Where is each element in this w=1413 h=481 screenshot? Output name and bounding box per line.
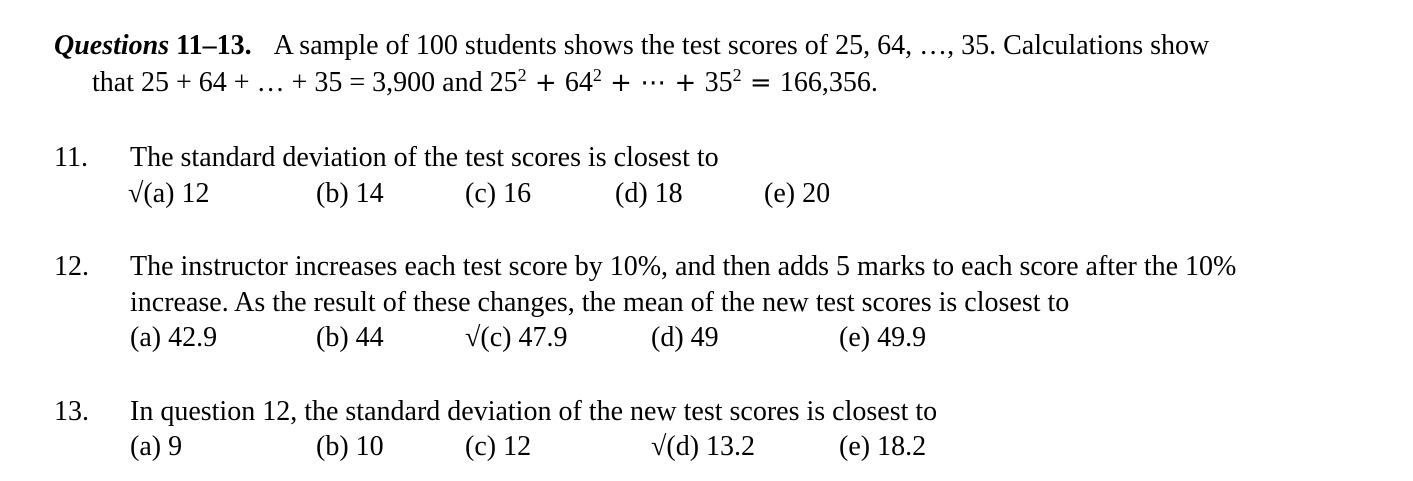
question-text-line-1: The instructor increases each test score by 10%, and then adds 5 marks to each score after the 10% [130,251,1237,282]
choice-e: (e) 20 [764,178,831,209]
question-text: In question 12, the standard deviation of the new test scores is closest to [130,396,938,427]
sum-of-squares-value: 166,356. [779,67,878,98]
choice-b: (b) 44 [316,322,384,353]
checkmark: √ [465,322,481,353]
question-text: The standard deviation of the test scores is closest to [130,142,719,173]
plus-sign: + [526,68,565,98]
question-number: 12. [54,251,89,282]
choice-a: (a) 42.9 [130,322,218,353]
choice-b: (b) 14 [316,178,384,209]
square-term-3: $35^2$ [704,65,742,98]
question-text-line-2: increase. As the result of these changes, the mean of the new test scores is closest to [130,287,1070,318]
plus-sign: + [601,68,641,98]
questions-range: 11–13. [176,30,252,61]
intro-formula-line [92,66,878,100]
square-term-2: $64^2$ [564,65,602,98]
square-term-1: $25^2$ [489,65,527,98]
plus-sign: + [666,68,705,98]
choice-c: (c) 12 [465,431,532,462]
intro-sentence: A sample of 100 students shows the test scores of 25, 64, …, 35. Calculations show [273,30,1210,61]
question-number: 11. [54,142,88,173]
choice-d: (d) 49 [651,322,719,353]
choice-a: √(a) 12 [128,178,210,209]
choice-e: (e) 49.9 [839,322,927,353]
question-number: 13. [54,396,89,427]
questions-label: Questions [54,30,170,61]
choice-e: (e) 18.2 [839,431,927,462]
choice-d: (d) 18 [615,178,683,209]
choice-a: (a) 9 [130,431,183,462]
checkmark: √ [128,178,144,209]
intro-heading-line [54,29,1209,63]
ellipsis: ⋯ [640,68,667,98]
intro-sum-text: that 25 + 64 + … + 35 = 3,900 and [92,67,490,98]
choice-b: (b) 10 [316,431,384,462]
equals-sign: = [741,68,780,98]
checkmark: √ [651,431,667,462]
choice-c: (c) 16 [465,178,532,209]
choice-c: √(c) 47.9 [465,322,568,353]
choice-d: √(d) 13.2 [651,431,756,462]
